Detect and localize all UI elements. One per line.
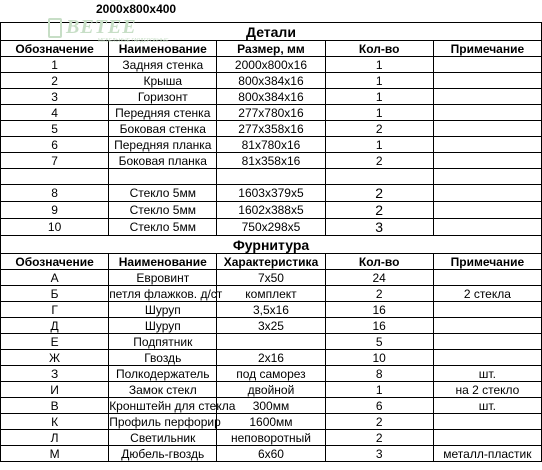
table-cell: 81x780x16 — [217, 137, 325, 153]
table-cell — [433, 219, 541, 236]
logo-subtitle: МЕБЕЛЬНЫЕ ГАРДЕРОБНЫЕ — [98, 38, 169, 44]
table-cell: Шуруп — [109, 302, 217, 318]
table-cell: 6x60 — [217, 446, 325, 462]
details-table-row — [1, 169, 542, 185]
table-cell: 24 — [325, 270, 433, 286]
details-table-row — [1, 219, 542, 236]
logo-watermark: BETEE — [66, 16, 137, 38]
table-cell: Профиль перфорир — [109, 414, 221, 429]
hardware-table-row — [1, 302, 542, 318]
table-cell: 1 — [1, 57, 109, 73]
table-cell: 16 — [325, 318, 433, 334]
table-cell — [109, 169, 217, 185]
details-table-row — [1, 137, 542, 153]
table-cell — [217, 169, 325, 185]
table-cell: 7x50 — [217, 270, 325, 286]
table-cell — [325, 169, 433, 185]
table-cell — [433, 270, 541, 286]
table-cell: В — [1, 398, 109, 414]
table-cell — [433, 153, 541, 169]
table-cell: Г — [1, 302, 109, 318]
specification-table — [0, 22, 542, 462]
table-cell: 3,5x16 — [217, 302, 325, 318]
table-cell: 7 — [1, 153, 109, 169]
table-cell: Стекло 5мм — [109, 219, 217, 236]
table-cell — [433, 414, 541, 430]
table-cell: 2000x800x16 — [217, 57, 325, 73]
hardware-table-row — [1, 334, 542, 350]
table-cell: 2 — [325, 121, 433, 137]
table-cell: 16 — [325, 302, 433, 318]
table-cell: 2 — [325, 286, 433, 302]
table-cell: 8 — [325, 366, 433, 382]
details-table-row — [1, 202, 542, 219]
table-cell: 2 — [325, 202, 433, 219]
table-cell: М — [1, 446, 109, 462]
column-header: Обозначение — [1, 41, 109, 57]
details-section-title: Детали — [1, 23, 542, 41]
column-header: Наименование — [109, 41, 217, 57]
hardware-table-row — [1, 382, 542, 398]
details-table-row — [1, 57, 542, 73]
table-cell: А — [1, 270, 109, 286]
table-cell: Стекло 5мм — [109, 185, 217, 202]
column-header: Характеристика — [217, 254, 325, 270]
table-cell: 800x384x16 — [217, 89, 325, 105]
table-cell — [433, 89, 541, 105]
table-cell — [433, 430, 541, 446]
product-dimensions-label: 2000x800x400 — [96, 2, 177, 16]
details-table-row — [1, 73, 542, 89]
table-cell: шт. — [433, 366, 541, 382]
table-cell — [433, 137, 541, 153]
column-header: Обозначение — [1, 254, 109, 270]
table-cell: 1 — [325, 57, 433, 73]
table-cell: 277x780x16 — [217, 105, 325, 121]
table-cell: 9 — [1, 202, 109, 219]
table-cell: Дюбель-гвоздь — [109, 446, 217, 462]
table-cell — [433, 202, 541, 219]
table-cell: 1 — [325, 105, 433, 121]
table-cell — [433, 185, 541, 202]
table-cell: 2 стекла — [433, 286, 541, 302]
table-cell: под саморез — [217, 366, 325, 382]
table-cell: Горизонт — [109, 89, 217, 105]
column-header: Кол-во — [325, 41, 433, 57]
table-cell: 1 — [325, 382, 433, 398]
table-cell: Шуруп — [109, 318, 217, 334]
table-cell — [433, 169, 541, 185]
details-header-row — [1, 41, 542, 57]
column-header: Примечание — [433, 41, 541, 57]
logo-mark-icon — [48, 18, 62, 38]
hardware-table-row — [1, 446, 542, 462]
table-cell: 3 — [325, 446, 433, 462]
table-cell: Полкодержатель — [109, 366, 217, 382]
table-cell: комплект — [217, 286, 325, 302]
hardware-section-row — [1, 236, 542, 254]
table-cell: Д — [1, 318, 109, 334]
table-cell: 800x384x16 — [217, 73, 325, 89]
table-cell: неповоротный — [217, 430, 325, 446]
table-cell: Подпятник — [109, 334, 217, 350]
table-cell: 1603x379x5 — [217, 185, 325, 202]
table-cell: 8 — [1, 185, 109, 202]
table-cell: 750x298x5 — [217, 219, 325, 236]
table-cell — [433, 105, 541, 121]
hardware-table-row — [1, 318, 542, 334]
table-cell: 2 — [325, 185, 433, 202]
table-cell: 3x25 — [217, 318, 325, 334]
table-cell: Боковая стенка — [109, 121, 217, 137]
table-cell: И — [1, 382, 109, 398]
table-cell: К — [1, 414, 109, 430]
table-cell: металл-пластик — [433, 446, 541, 462]
table-cell: 10 — [325, 350, 433, 366]
table-cell: Задняя стенка — [109, 57, 217, 73]
table-cell: петля флажков. д/ст — [109, 286, 223, 301]
table-cell: двойной — [217, 382, 325, 398]
table-cell: Замок стекл — [109, 382, 217, 398]
table-cell — [433, 73, 541, 89]
table-cell: 2x16 — [217, 350, 325, 366]
details-table-row — [1, 89, 542, 105]
table-cell: 10 — [1, 219, 109, 236]
table-cell: 1600мм — [217, 414, 325, 430]
hardware-table-row — [1, 350, 542, 366]
table-cell: 2 — [1, 73, 109, 89]
hardware-table-row — [1, 366, 542, 382]
table-cell — [433, 57, 541, 73]
table-cell: 5 — [325, 334, 433, 350]
table-cell: Е — [1, 334, 109, 350]
table-cell: 1 — [325, 89, 433, 105]
details-table-row — [1, 185, 542, 202]
table-cell: Светильник — [109, 430, 217, 446]
table-cell — [433, 350, 541, 366]
hardware-section-title: Фурнитура — [1, 236, 542, 254]
details-table-row — [1, 121, 542, 137]
table-cell: 81x358x16 — [217, 153, 325, 169]
table-cell: 6 — [325, 398, 433, 414]
table-cell: 1 — [325, 137, 433, 153]
table-cell — [217, 334, 325, 350]
column-header: Примечание — [433, 254, 541, 270]
details-table-row — [1, 153, 542, 169]
table-cell: Евровинт — [109, 270, 217, 286]
table-cell: Гвоздь — [109, 350, 217, 366]
table-cell: Крыша — [109, 73, 217, 89]
table-cell — [433, 302, 541, 318]
table-cell: 2 — [325, 414, 433, 430]
table-cell: 2 — [325, 153, 433, 169]
hardware-header-row — [1, 254, 542, 270]
table-cell: Стекло 5мм — [109, 202, 217, 219]
table-cell: 3 — [325, 219, 433, 236]
column-header: Размер, мм — [217, 41, 325, 57]
table-cell: 277x358x16 — [217, 121, 325, 137]
table-cell: 1 — [325, 73, 433, 89]
table-cell: шт. — [433, 398, 541, 414]
table-cell: Б — [1, 286, 109, 302]
table-cell: 6 — [1, 137, 109, 153]
column-header: Наименование — [109, 254, 217, 270]
column-header: Кол-во — [325, 254, 433, 270]
hardware-table-row — [1, 270, 542, 286]
hardware-table-row — [1, 398, 542, 414]
table-cell: З — [1, 366, 109, 382]
table-cell — [433, 121, 541, 137]
table-cell: Л — [1, 430, 109, 446]
table-cell: Ж — [1, 350, 109, 366]
table-cell: Кронштейн для стекла — [109, 398, 236, 413]
table-cell: 300мм — [217, 398, 325, 414]
hardware-table-row — [1, 414, 542, 430]
table-cell: Боковая планка — [109, 153, 217, 169]
hardware-table-row — [1, 286, 542, 302]
table-cell: на 2 стекло — [433, 382, 541, 398]
table-cell: 4 — [1, 105, 109, 121]
table-cell: Передняя стенка — [109, 105, 217, 121]
table-cell: Передняя планка — [109, 137, 217, 153]
hardware-table-row — [1, 430, 542, 446]
table-cell: 5 — [1, 121, 109, 137]
table-cell: 3 — [1, 89, 109, 105]
details-table-row — [1, 105, 542, 121]
table-cell — [433, 318, 541, 334]
table-cell: 2 — [325, 430, 433, 446]
table-cell — [1, 169, 109, 185]
table-cell: 1602x388x5 — [217, 202, 325, 219]
table-cell — [433, 334, 541, 350]
